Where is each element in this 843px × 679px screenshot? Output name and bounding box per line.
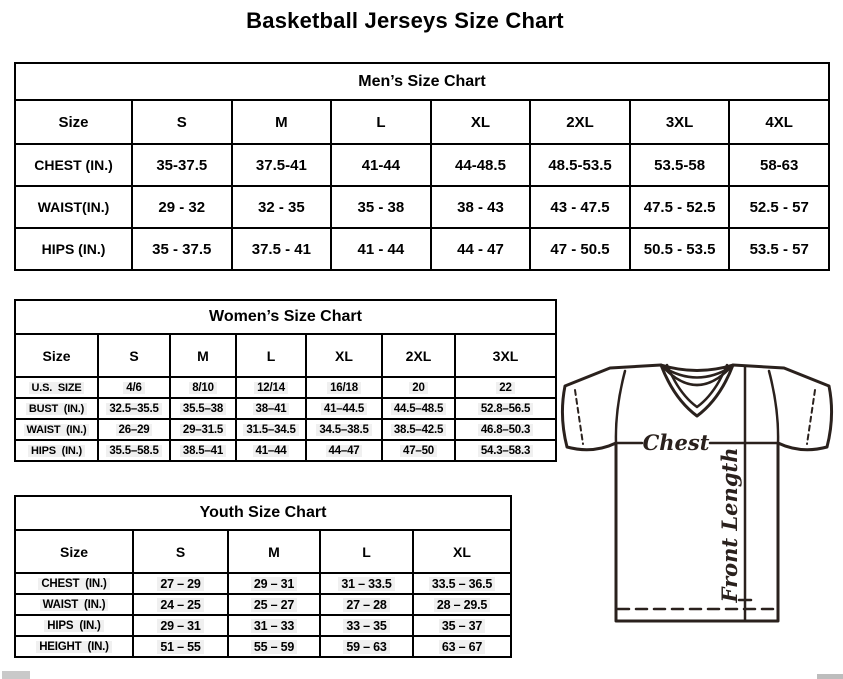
womens-value-cell: 47–50 [382,440,455,461]
womens-value-cell: 26–29 [98,419,170,440]
womens-value-cell: 31.5–34.5 [236,419,306,440]
youth-value-cell: 24 – 25 [133,594,228,615]
womens-size-chart-table [14,299,557,462]
womens-value-cell: 34.5–38.5 [306,419,382,440]
youth-value-cell: 33.5 – 36.5 [413,573,511,594]
mens-value-cell: 52.5 - 57 [729,186,829,228]
youth-value-cell: 27 – 28 [320,594,413,615]
mens-col-header: S [132,100,232,144]
womens-value-cell: 44.5–48.5 [382,398,455,419]
womens-col-header: S [98,334,170,377]
youth-hips-row [15,615,511,636]
mens-hips-row [15,228,829,270]
youth-value-cell: 33 – 35 [320,615,413,636]
womens-value-cell: 35.5–38 [170,398,236,419]
womens-value-cell: 38.5–42.5 [382,419,455,440]
mens-value-cell: 53.5-58 [630,144,730,186]
womens-size-header-row [15,334,556,377]
youth-row-label: HEIGHT (IN.) [15,636,133,657]
youth-value-cell: 29 – 31 [228,573,320,594]
youth-value-cell: 59 – 63 [320,636,413,657]
mens-value-cell: 47 - 50.5 [530,228,630,270]
sleeve-seam-left [616,371,625,443]
womens-waist-row [15,419,556,440]
chest-label: Chest [642,430,710,455]
womens-value-cell: 41–44.5 [306,398,382,419]
mens-value-cell: 58-63 [729,144,829,186]
mens-row-label: WAIST(IN.) [15,186,132,228]
womens-value-cell: 52.8–56.5 [455,398,556,419]
womens-value-cell: 4/6 [98,377,170,398]
youth-row-label: HIPS (IN.) [15,615,133,636]
cuff-dash-right [807,390,815,444]
youth-row-label: CHEST (IN.) [15,573,133,594]
womens-size-label-cell: Size [15,334,98,377]
mens-value-cell: 41 - 44 [331,228,431,270]
mens-value-cell: 43 - 47.5 [530,186,630,228]
youth-value-cell: 29 – 31 [133,615,228,636]
cuff-dash-left [575,390,583,444]
youth-size-chart-table [14,495,512,658]
ui-fragment-right [817,674,843,679]
mens-col-header: L [331,100,431,144]
youth-size-header-row [15,530,511,573]
womens-col-header: XL [306,334,382,377]
youth-height-row [15,636,511,657]
womens-value-cell: 20 [382,377,455,398]
mens-value-cell: 47.5 - 52.5 [630,186,730,228]
youth-col-header: S [133,530,228,573]
sleeve-seam-right [769,371,778,443]
ui-fragment-left [2,671,30,679]
mens-value-cell: 29 - 32 [132,186,232,228]
mens-table-title: Men’s Size Chart [15,63,829,100]
womens-value-cell: 41–44 [236,440,306,461]
youth-value-cell: 28 – 29.5 [413,594,511,615]
mens-value-cell: 41-44 [331,144,431,186]
mens-value-cell: 50.5 - 53.5 [630,228,730,270]
youth-col-header: M [228,530,320,573]
womens-value-cell: 22 [455,377,556,398]
front-length-label: Front Length [717,447,742,603]
jersey-measurement-diagram [556,358,834,628]
mens-col-header: XL [431,100,531,144]
mens-chest-row [15,144,829,186]
youth-value-cell: 31 – 33.5 [320,573,413,594]
mens-value-cell: 53.5 - 57 [729,228,829,270]
womens-value-cell: 54.3–58.3 [455,440,556,461]
mens-col-header: 4XL [729,100,829,144]
womens-row-label: BUST (IN.) [15,398,98,419]
womens-col-header: M [170,334,236,377]
womens-row-label: U.S. SIZE [15,377,98,398]
mens-value-cell: 38 - 43 [431,186,531,228]
womens-hips-row [15,440,556,461]
youth-value-cell: 51 – 55 [133,636,228,657]
mens-row-label: CHEST (IN.) [15,144,132,186]
mens-value-cell: 48.5-53.5 [530,144,630,186]
womens-value-cell: 46.8–50.3 [455,419,556,440]
mens-size-label-cell: Size [15,100,132,144]
mens-col-header: M [232,100,332,144]
youth-value-cell: 35 – 37 [413,615,511,636]
mens-value-cell: 35 - 37.5 [132,228,232,270]
womens-col-header: 3XL [455,334,556,377]
mens-value-cell: 37.5 - 41 [232,228,332,270]
youth-value-cell: 63 – 67 [413,636,511,657]
womens-value-cell: 32.5–35.5 [98,398,170,419]
youth-value-cell: 55 – 59 [228,636,320,657]
womens-value-cell: 38.5–41 [170,440,236,461]
womens-col-header: 2XL [382,334,455,377]
jersey-outline [562,365,831,621]
mens-value-cell: 35 - 38 [331,186,431,228]
mens-col-header: 3XL [630,100,730,144]
mens-value-cell: 35-37.5 [132,144,232,186]
womens-value-cell: 44–47 [306,440,382,461]
youth-chest-row [15,573,511,594]
womens-col-header: L [236,334,306,377]
womens-value-cell: 38–41 [236,398,306,419]
mens-value-cell: 44 - 47 [431,228,531,270]
youth-col-header: L [320,530,413,573]
womens-table-title: Women’s Size Chart [15,300,556,334]
page-title: Basketball Jerseys Size Chart [246,8,564,33]
womens-value-cell: 12/14 [236,377,306,398]
mens-row-label: HIPS (IN.) [15,228,132,270]
youth-waist-row [15,594,511,615]
youth-col-header: XL [413,530,511,573]
youth-value-cell: 25 – 27 [228,594,320,615]
youth-value-cell: 27 – 29 [133,573,228,594]
mens-value-cell: 44-48.5 [431,144,531,186]
womens-value-cell: 16/18 [306,377,382,398]
youth-value-cell: 31 – 33 [228,615,320,636]
mens-size-chart-table [14,62,830,271]
youth-row-label: WAIST (IN.) [15,594,133,615]
mens-waist-row [15,186,829,228]
mens-size-header-row [15,100,829,144]
mens-col-header: 2XL [530,100,630,144]
mens-value-cell: 37.5-41 [232,144,332,186]
youth-size-label-cell: Size [15,530,133,573]
womens-bust-row [15,398,556,419]
womens-row-label: WAIST (IN.) [15,419,98,440]
womens-ussize-row [15,377,556,398]
womens-value-cell: 29–31.5 [170,419,236,440]
womens-value-cell: 35.5–58.5 [98,440,170,461]
womens-value-cell: 8/10 [170,377,236,398]
womens-row-label: HIPS (IN.) [15,440,98,461]
mens-value-cell: 32 - 35 [232,186,332,228]
youth-table-title: Youth Size Chart [15,496,511,530]
